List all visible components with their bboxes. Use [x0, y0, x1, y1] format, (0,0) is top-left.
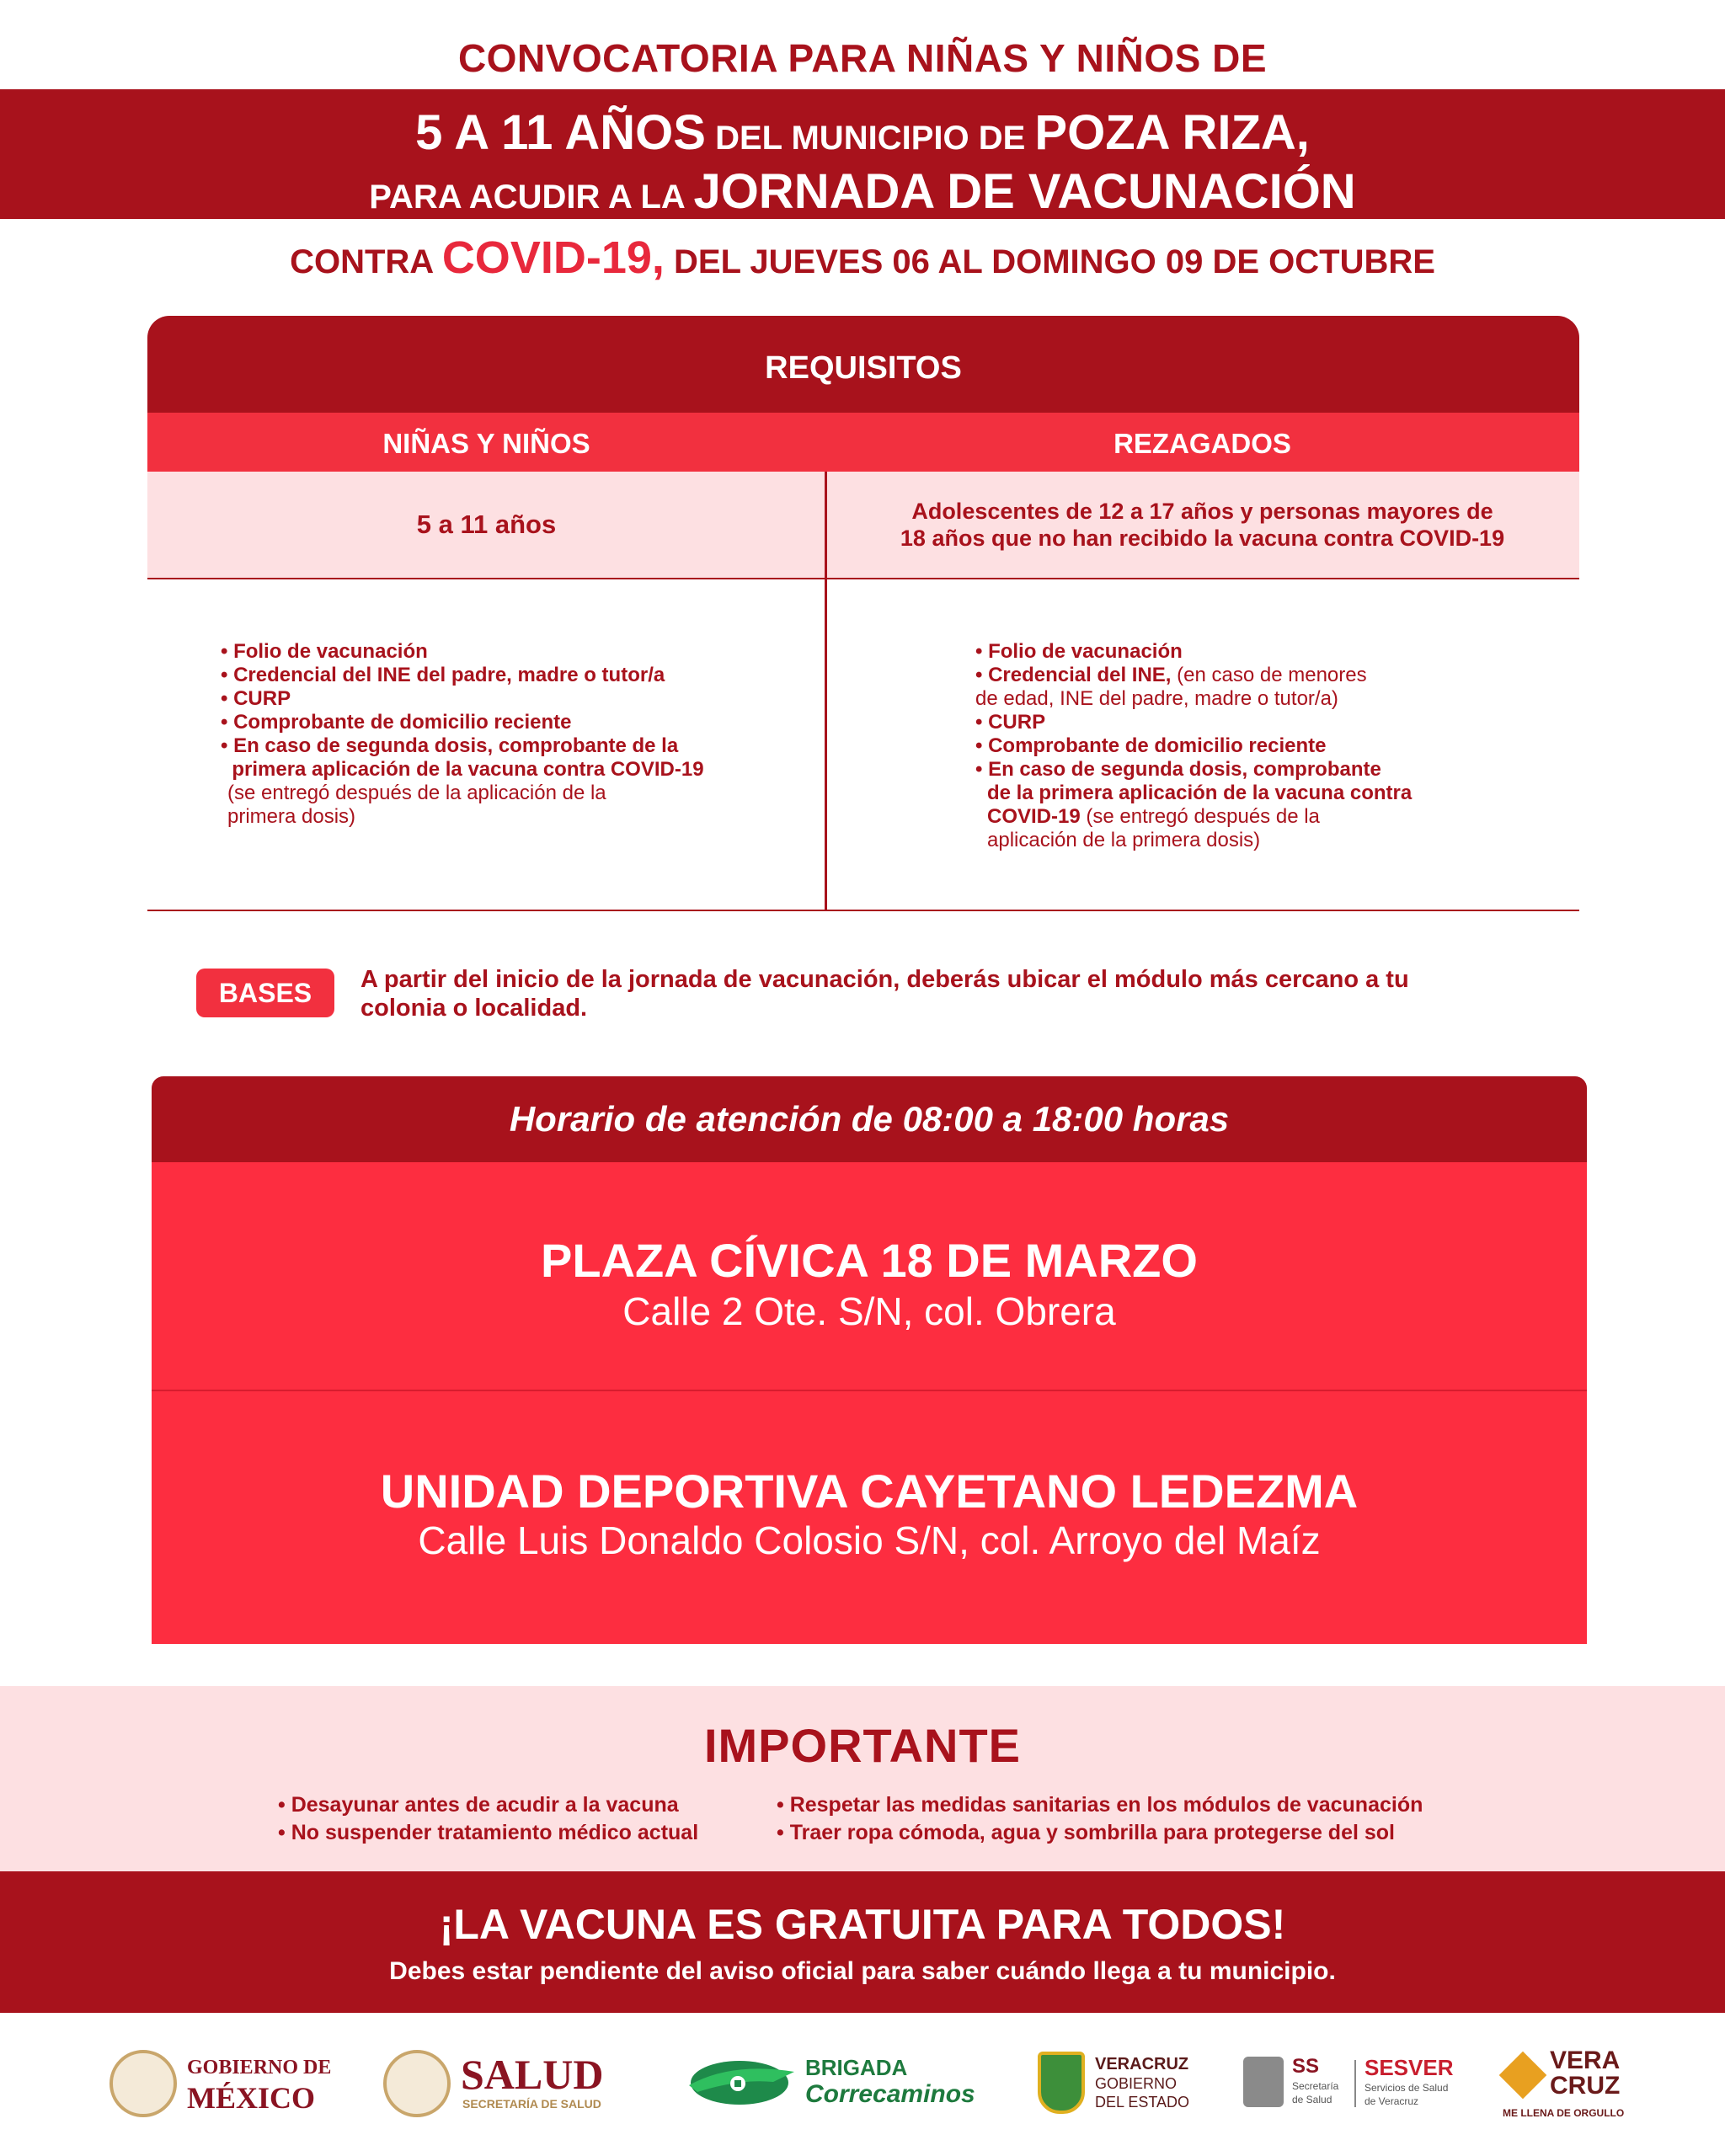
shield-icon: [1038, 2052, 1085, 2114]
req-item: • Folio de vacunación: [221, 640, 428, 663]
logo-brigada-correcaminos: [681, 2047, 992, 2122]
logo-veracruz-gobierno: [1038, 2047, 1198, 2122]
roadrunner-icon: [681, 2053, 798, 2112]
bases-line1: A partir del inicio de la jornada de vacunación, deberás ubicar el módulo más cercano a tu: [360, 966, 1409, 993]
bases-badge: BASES: [196, 969, 334, 1017]
col-header-ninos: NIÑAS Y NIÑOS: [147, 413, 825, 472]
requirements-list-ninos: [221, 640, 704, 829]
castle-icon: [1243, 2057, 1284, 2107]
importante-item: • Traer ropa cómoda, agua y sombrilla para protegerse del sol: [777, 1821, 1395, 1844]
req-item-cont: [975, 805, 1412, 829]
header-dates: DEL JUEVES 06 AL DOMINGO 09 DE OCTUBRE: [664, 243, 1435, 280]
logo-divider: [1354, 2060, 1356, 2107]
req-item: • Comprobante de domicilio reciente: [221, 711, 572, 734]
age-rezagados-line1: Adolescentes de 12 a 17 años y personas mayores de: [911, 499, 1493, 524]
eagle-seal-icon: [383, 2050, 451, 2117]
logo-text: MÉXICO: [187, 2081, 315, 2115]
logo-text: DEL ESTADO: [1095, 2094, 1190, 2111]
logo-text: VERACRUZ: [1095, 2055, 1189, 2073]
logo-text: SECRETARÍA DE SALUD: [462, 2097, 601, 2111]
logo-text: de Salud: [1292, 2094, 1332, 2105]
header-line1: CONVOCATORIA PARA NIÑAS Y NIÑOS DE: [457, 36, 1268, 80]
eagle-seal-icon: [109, 2050, 177, 2117]
logo-text: SESVER: [1365, 2055, 1454, 2080]
req-note: primera dosis): [227, 805, 356, 828]
req-item-normal: (en caso de menores: [1171, 664, 1367, 686]
header-line3: [0, 163, 1725, 220]
header-municipio-label: DEL MUNICIPIO DE: [705, 120, 1035, 157]
req-item-cont: aplicación de la primera dosis): [987, 829, 1261, 851]
logo-veracruz-orgullo: [1503, 2047, 1625, 2131]
requisitos-title: REQUISITOS: [147, 316, 1579, 413]
importante-item: • Respetar las medidas sanitarias en los módulos de vacunación: [777, 1793, 1423, 1817]
age-ninos: 5 a 11 años: [147, 472, 825, 578]
gratuita-band: [0, 1871, 1725, 2013]
req-item-normal: (se entregó después de la: [1080, 805, 1320, 828]
header-jornada: JORNADA DE VACUNACIÓN: [693, 164, 1356, 219]
bases-line2: colonia o localidad.: [360, 995, 588, 1022]
req-item: [975, 664, 1412, 687]
bases-text: [360, 965, 1540, 1022]
logo-text: GOBIERNO DE: [187, 2057, 332, 2079]
req-item-bold: COVID-19: [987, 805, 1081, 828]
req-item: • En caso de segunda dosis, comprobante de la: [221, 734, 679, 757]
req-item: • Credencial del INE del padre, madre o tutor/a: [221, 664, 665, 686]
logo-text: SS: [1292, 2055, 1320, 2078]
logo-text: ME LLENA DE ORGULLO: [1503, 2107, 1625, 2119]
site-name: UNIDAD DEPORTIVA CAYETANO LEDEZMA: [380, 1465, 1359, 1518]
req-item-cont: de la primera aplicación de la vacuna contra: [987, 782, 1413, 804]
age-rezagados-line2: 18 años que no han recibido la vacuna contra COVID-19: [900, 526, 1505, 551]
logo-text: BRIGADA: [805, 2055, 908, 2080]
logo-text: CRUZ: [1550, 2072, 1621, 2100]
header-covid: COVID-19,: [441, 232, 665, 283]
site-address: Calle 2 Ote. S/N, col. Obrera: [622, 1289, 1116, 1333]
table-divider-top: [147, 578, 1579, 579]
table-divider-vertical: [825, 472, 827, 910]
site-card: [152, 1391, 1587, 1644]
age-rezagados: [825, 472, 1579, 578]
req-item: • Folio de vacunación: [975, 640, 1183, 663]
pattern-icon: [1499, 2052, 1547, 2100]
req-item: • Comprobante de domicilio reciente: [975, 734, 1327, 757]
importante-title: IMPORTANTE: [703, 1719, 1022, 1772]
logo-text: VERA: [1550, 2047, 1621, 2074]
req-item-bold: • Credencial del INE,: [975, 664, 1172, 686]
site-name: PLAZA CÍVICA 18 DE MARZO: [541, 1234, 1198, 1287]
header-municipio-name: POZA RIZA,: [1034, 105, 1310, 160]
importante-item: • No suspender tratamiento médico actual: [278, 1821, 699, 1844]
logo-text: Correcaminos: [805, 2080, 975, 2108]
req-item-cont: de edad, INE del padre, madre o tutor/a): [975, 687, 1338, 710]
gratuita-title: ¡LA VACUNA ES GRATUITA PARA TODOS!: [439, 1901, 1286, 1948]
header-band: [0, 89, 1725, 219]
site-address: Calle Luis Donaldo Colosio S/N, col. Arroyo del Maíz: [418, 1518, 1321, 1562]
col-header-rezagados: REZAGADOS: [825, 413, 1579, 472]
header-contra: CONTRA: [290, 243, 442, 280]
logo-text: GOBIERNO: [1095, 2075, 1178, 2092]
req-item: primera aplicación de la vacuna contra COVID-19: [221, 758, 704, 781]
logo-text: Secretaría: [1292, 2080, 1339, 2092]
header-line4: [0, 232, 1725, 284]
logo-salud: [383, 2047, 636, 2122]
gratuita-subtitle: Debes estar pendiente del aviso oficial para saber cuándo llega a tu municipio.: [389, 1957, 1336, 1985]
logo-text: SALUD: [461, 2051, 604, 2098]
site-card: [152, 1162, 1587, 1390]
header-line2: [0, 104, 1725, 161]
req-note: (se entregó después de la aplicación de la: [227, 782, 606, 804]
logo-text: Servicios de Salud: [1365, 2082, 1449, 2094]
requirements-list-rezagados: [975, 640, 1412, 852]
logo-text: de Veracruz: [1365, 2095, 1419, 2107]
req-item: • CURP: [221, 687, 291, 710]
header-acudir-label: PARA ACUDIR A LA: [369, 179, 694, 216]
header-age-range: 5 A 11 AÑOS: [415, 105, 706, 160]
importante-list-left: [278, 1791, 698, 1847]
logo-ss-sesver: [1243, 2047, 1462, 2122]
req-item: • En caso de segunda dosis, comprobante: [975, 758, 1381, 781]
importante-list-right: [777, 1791, 1423, 1847]
table-divider-bottom: [147, 910, 1579, 911]
importante-item: • Desayunar antes de acudir a la vacuna: [278, 1793, 679, 1817]
req-item: • CURP: [975, 711, 1046, 734]
horario-title: Horario de atención de 08:00 a 18:00 horas: [152, 1076, 1587, 1162]
logo-gobierno-mexico: [109, 2047, 362, 2122]
